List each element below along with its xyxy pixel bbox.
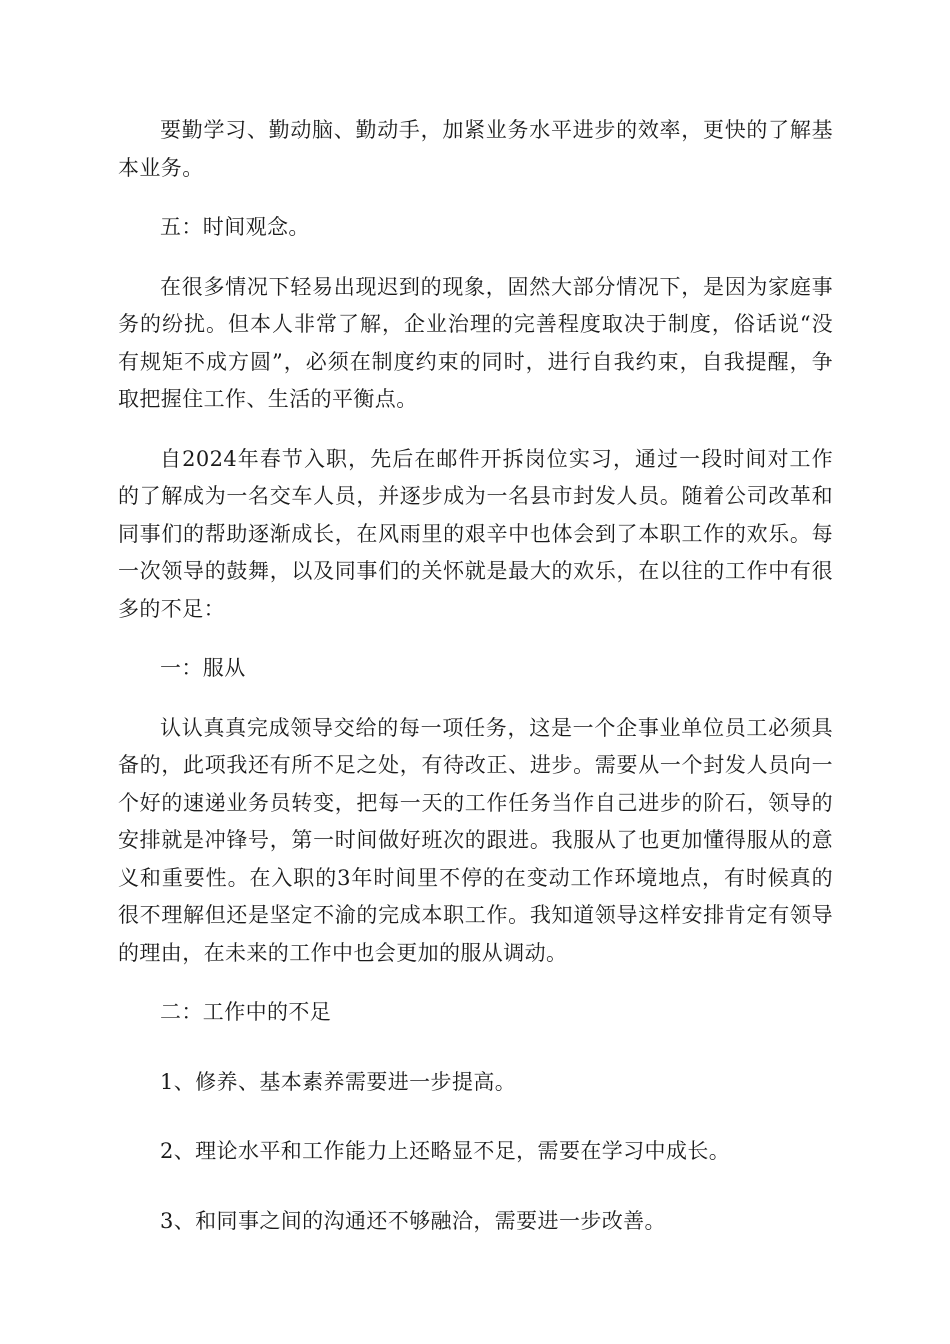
- heading-shortcomings: 二：工作中的不足: [160, 1000, 332, 1024]
- paragraph-study: 要勤学习、勤动脑、勤动手，加紧业务水平进步的效率，更快的了解基本业务。: [118, 118, 833, 180]
- paragraph-obedience: 认认真真完成领导交给的每一项任务，这是一个企事业单位员工必须具备的，此项我还有所不足之处，有待改正、进步。需要从一个封发人员向一个好的速递业务员转变，把每一天的工作任务当作自己进步的阶石，领导的安排就是冲锋号，第一时间做好班次的跟进。我服从了也更加懂得服从的意义和重要性。在入职的3年时间里不停的在变动工作环境地点，有时候真的很不理解但还是坚定不渝的完成本职工作。我知道领导这样安排肯定有领导的理由，在未来的工作中也会更加的服从调动。: [118, 715, 833, 965]
- paragraph-punctuality: 在很多情况下轻易出现迟到的现象，固然大部分情况下，是因为家庭事务的纷扰。但本人非常了解，企业治理的完善程度取决于制度，俗话说“没有规矩不成方圆”，必须在制度约束的同时，进行自我约束，自我提醒，争取把握住工作、生活的平衡点。: [118, 274, 833, 411]
- document-body: [118, 112, 833, 1272]
- list-item-3: 3、和同事之间的沟通还不够融洽，需要进一步改善。: [160, 1208, 666, 1233]
- paragraph-work-history: 自2024年春节入职，先后在邮件开拆岗位实习，通过一段时间对工作的了解成为一名交车人员，并逐步成为一名县市封发人员。随着公司改革和同事们的帮助逐渐成长，在风雨里的艰辛中也体会到了本职工作的欢乐。每一次领导的鼓舞，以及同事们的关怀就是最大的欢乐，在以往的工作中有很多的不足：: [118, 446, 833, 621]
- heading-time-concept: 五：时间观念。: [160, 215, 310, 239]
- heading-obedience: 一：服从: [160, 656, 246, 680]
- list-item-2: 2、理论水平和工作能力上还略显不足，需要在学习中成长。: [160, 1139, 731, 1163]
- list-item-1: 1、修养、基本素养需要进一步提高。: [160, 1069, 517, 1094]
